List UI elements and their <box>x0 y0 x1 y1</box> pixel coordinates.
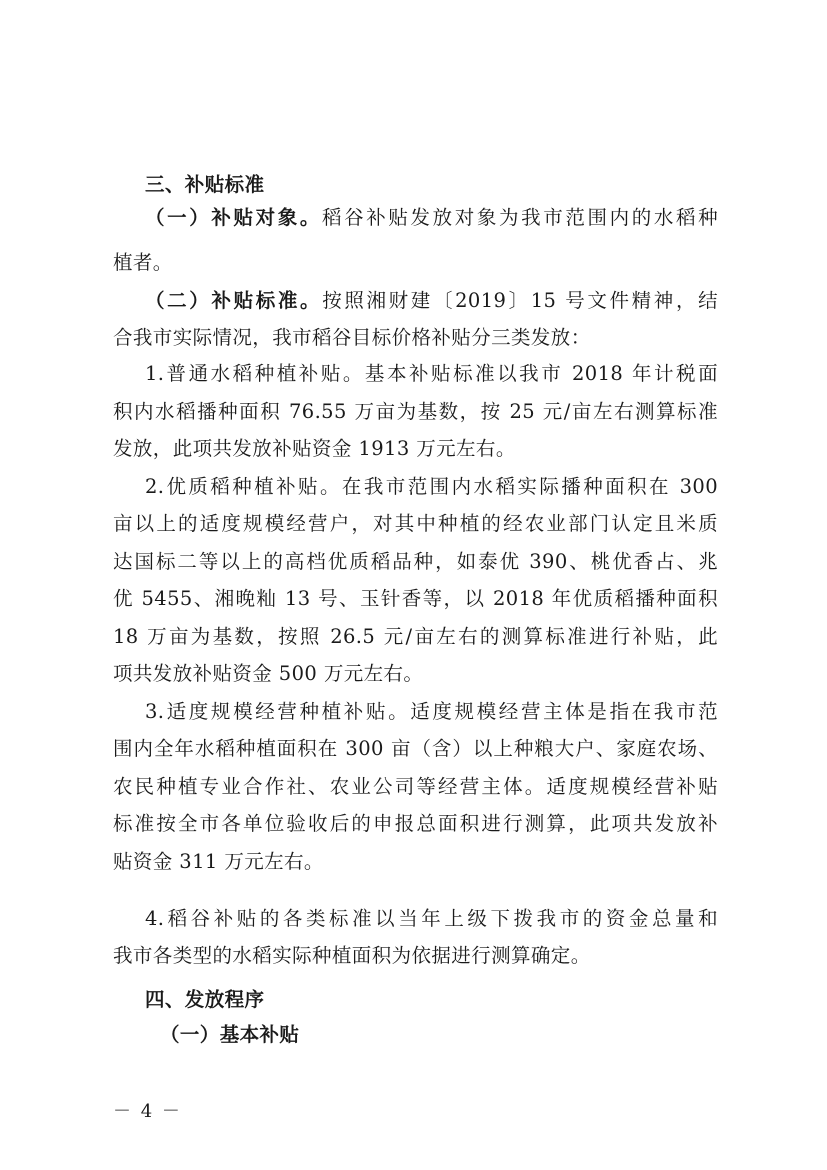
text-line: 农民种植专业合作社、农业公司等经营主体。适度规模经营补贴 <box>113 775 718 798</box>
subsection-3-2-heading: （二）补贴标准。 <box>145 289 323 312</box>
section-4-title: 四、发放程序 <box>145 988 265 1011</box>
text-line: 按照湘财建〔2019〕15 号文件精神，结 <box>322 289 718 312</box>
text-line: 4.稻谷补贴的各类标准以当年上级下拨我市的资金总量和 <box>145 907 718 930</box>
text-line: 1.普通水稻种植补贴。基本补贴标准以我市 2018 年计税面 <box>145 362 718 385</box>
text-line: 2.优质稻种植补贴。在我市范围内水稻实际播种面积在 300 <box>145 475 718 498</box>
text-line: 亩以上的适度规模经营户，对其中种植的经农业部门认定且米质 <box>113 512 718 535</box>
text-line: 合我市实际情况，我市稻谷目标价格补贴分三类发放： <box>113 326 591 349</box>
section-3-title: 三、补贴标准 <box>145 173 265 196</box>
paragraph-subsidy-standard <box>145 286 718 316</box>
text-line: 积内水稻播种面积 76.55 万亩为基数，按 25 元/亩左右测算标准 <box>113 400 718 423</box>
text-line: 我市各类型的水稻实际种植面积为依据进行测算确定。 <box>113 944 591 967</box>
text-line: 植者。 <box>113 251 173 274</box>
page-number: － 4 － <box>113 1101 182 1122</box>
text-line: 稻谷补贴发放对象为我市范围内的水稻种 <box>322 206 719 229</box>
text-line: 达国标二等以上的高档优质稻品种，如泰优 390、桃优香占、兆 <box>113 550 718 573</box>
text-line: 发放，此项共发放补贴资金 1913 万元左右。 <box>113 437 516 460</box>
text-line: 18 万亩为基数，按照 26.5 元/亩左右的测算标准进行补贴，此 <box>113 625 718 648</box>
text-line: 贴资金 311 万元左右。 <box>113 850 324 873</box>
text-line: 围内全年水稻种植面积在 300 亩（含）以上种粮大户、家庭农场、 <box>113 737 718 760</box>
text-line: 3.适度规模经营种植补贴。适度规模经营主体是指在我市范 <box>145 700 718 723</box>
paragraph-subsidy-target <box>145 203 718 233</box>
subsection-4-1-heading: （一）基本补贴 <box>160 1023 300 1046</box>
subsection-3-1-heading: （一）补贴对象。 <box>145 206 322 229</box>
text-line: 项共发放补贴资金 500 万元左右。 <box>113 662 424 685</box>
text-line: 优 5455、湘晚籼 13 号、玉针香等，以 2018 年优质稻播种面积 <box>113 587 718 610</box>
text-line: 标准按全市各单位验收后的申报总面积进行测算，此项共发放补 <box>113 812 718 835</box>
